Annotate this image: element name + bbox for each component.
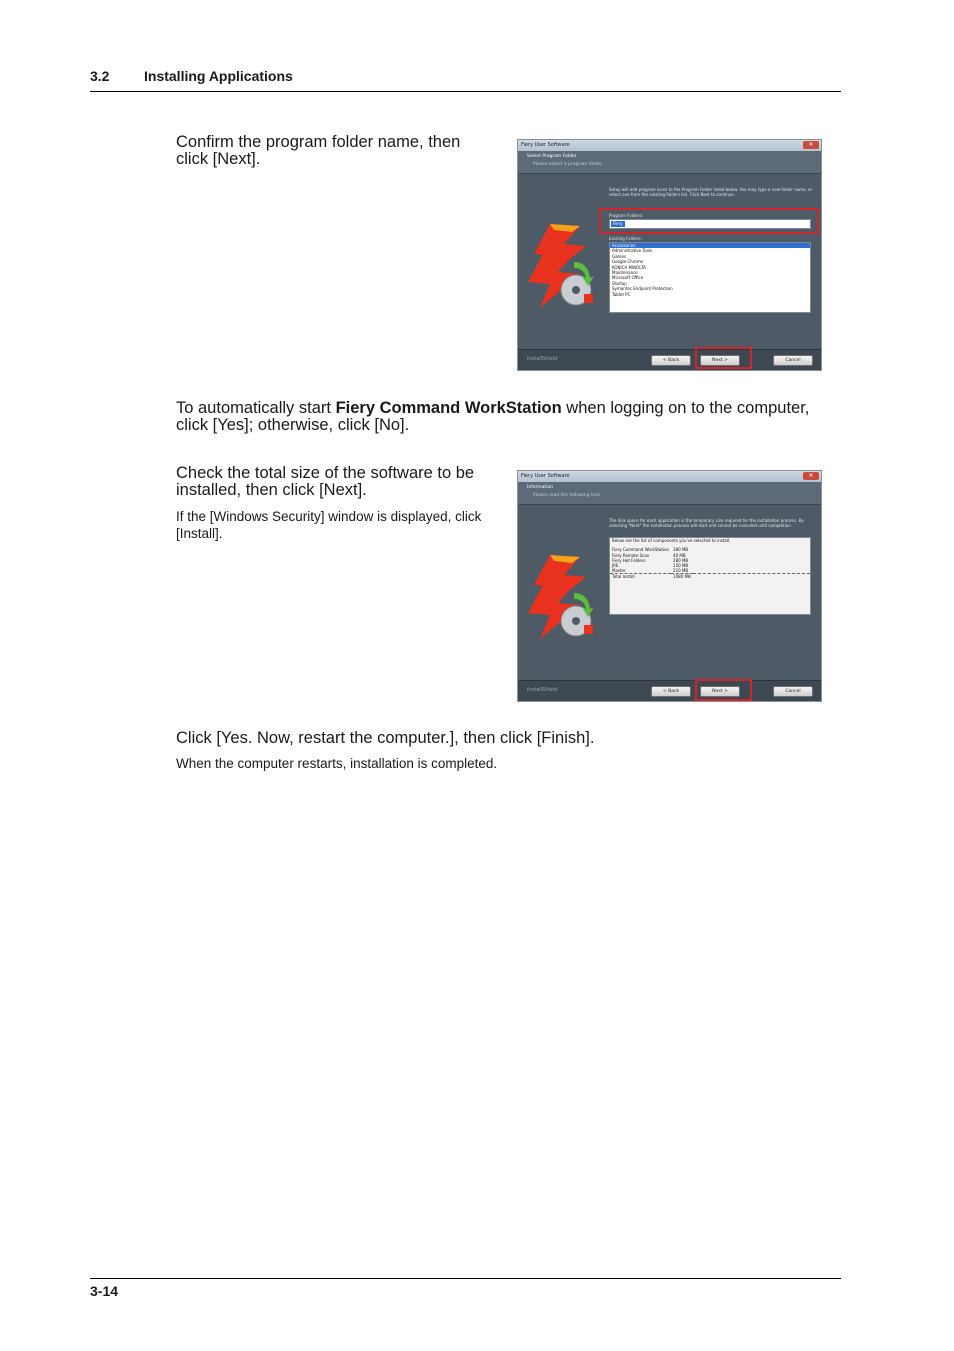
component-name: Fiery Command WorkStation [612,547,670,553]
dialog-heading: Select Program Folder [527,154,577,159]
next-button[interactable]: Next > [700,686,740,697]
existing-folders-list[interactable] [609,242,811,313]
next-button[interactable]: Next > [700,355,740,366]
component-name: Fiery Remote Scan [612,552,650,558]
installshield-brand: InstallShield [527,356,558,362]
step-2-pre: To automatically start [176,399,336,417]
dialog-titlebar [518,140,821,151]
folder-item[interactable]: Accessories [610,243,810,248]
dialog-description: Setup will add program icons to the Program Folder listed below. You may type a new folder name, or select one from the existing folders list. Click Next to continue. [609,187,813,197]
dialog-button-bar [518,680,821,701]
folder-item[interactable]: KONICA MINOLTA [612,264,646,270]
step-2-text [176,400,816,434]
step-2-app-name: Fiery Command WorkStation [335,399,562,417]
folder-item[interactable]: Symantec Endpoint Protection [612,286,673,292]
page-number: 3-14 [90,1283,119,1299]
folder-item[interactable]: Microsoft Office [612,275,644,281]
step-3-note: If the [Windows Security] window is displayed, click [Install]. [176,509,482,541]
cancel-button[interactable]: Cancel [773,355,813,366]
dialog-heading-band [518,151,821,174]
program-folder-highlight [599,208,819,234]
program-folder-label: Program Folders: [609,213,643,218]
existing-folders-label: Existing Folders: [609,236,642,241]
fiery-logo-icon [526,222,596,312]
dialog-subheading: Please select a program folder. [533,162,603,167]
fiery-logo-icon [526,553,596,643]
dialog-button-bar [518,349,821,370]
program-folder-value: Fiery [613,221,623,226]
dialog-titlebar [518,471,821,482]
close-icon[interactable]: ✕ [803,472,819,480]
next-button-highlight [695,347,752,369]
folder-item[interactable]: Tablet PC [612,291,631,297]
component-name: JRE [612,563,619,569]
program-folder-dialog [517,139,822,371]
step-4-text: Click [Yes. Now, restart the computer.], then click [Finish]. [176,729,595,747]
section-title: Installing Applications [144,68,293,84]
total-label: Total Install [612,574,635,580]
footer-rule [90,1278,841,1279]
folder-item[interactable]: Google Chrome [612,259,644,265]
folder-item[interactable]: Maintenance [612,270,638,276]
dialog-title: Fiery User Software [521,142,570,148]
components-intro: Below are the list of components you've selected to install. [612,538,731,543]
section-number: 3.2 [90,68,110,84]
dialog-title: Fiery User Software [521,473,570,479]
back-button[interactable]: < Back [651,355,691,366]
dialog-description: The disk space for each application is the temporary size required for the installation process. By selecting "Next" the installation process will start and cannot be canceled until completion. [609,518,804,528]
next-button-highlight [695,679,752,701]
step-1-text: Confirm the program folder name, then click [Next]. [176,133,461,168]
components-table [610,547,810,579]
components-box[interactable] [609,537,811,615]
folder-item[interactable]: Games [612,253,626,259]
step-2-post: when logging on to the computer, click [Yes]; otherwise, click [No]. [176,399,810,434]
folder-item[interactable]: Administrative Tools [612,248,653,254]
total-row [610,574,810,580]
folder-item[interactable]: Startup [612,280,627,286]
back-button[interactable]: < Back [651,686,691,697]
dialog-subheading: Please read the following text. [533,493,602,498]
dialog-heading-band [518,482,821,505]
step-4-note: When the computer restarts, installation is completed. [176,756,498,771]
component-name: Fiery Hot Folders [612,557,646,563]
close-icon[interactable]: ✕ [803,141,819,149]
header-rule [90,91,841,92]
total-size: 1080 MB [673,574,691,580]
step-3-text: Check the total size of the software to be installed, then click [Next]. [176,464,475,499]
cancel-button[interactable]: Cancel [773,686,813,697]
component-size: 380 MB [673,547,689,553]
installshield-brand: InstallShield [527,687,558,693]
component-size: 150 MB [673,563,689,569]
component-size: 280 MB [673,557,689,563]
component-name: Master [612,568,626,574]
component-size: 40 MB [673,552,686,558]
component-size: 210 MB [673,568,689,574]
information-dialog [517,470,822,702]
dialog-heading: Information [527,485,554,490]
